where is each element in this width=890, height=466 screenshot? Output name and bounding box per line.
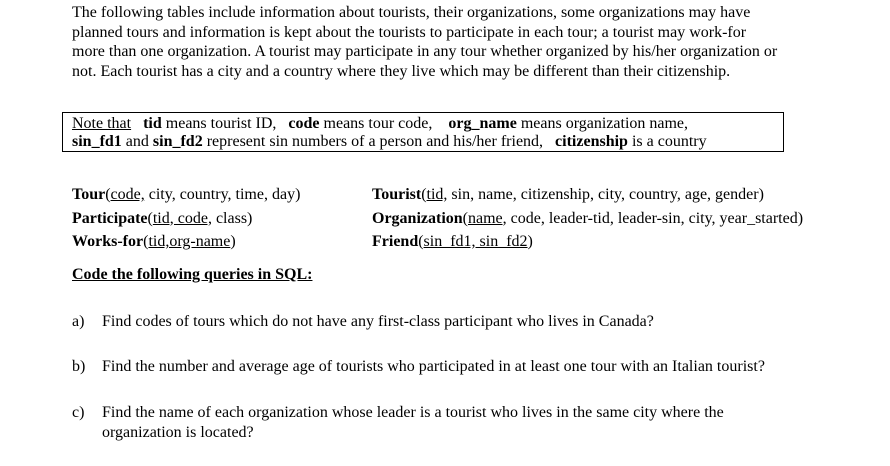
code-desc: means tour code, bbox=[319, 115, 433, 132]
schema-paren: ( bbox=[143, 233, 149, 250]
schema-tour bbox=[72, 183, 300, 207]
tid-desc: means tourist ID, bbox=[161, 115, 277, 132]
queries-heading: Code the following queries in SQL: bbox=[72, 266, 313, 283]
question-line: Find the number and average age of tourists who participated in at least one tour with an Italian tourist? bbox=[102, 358, 765, 375]
question-label: c) bbox=[72, 404, 85, 421]
schema-tourist bbox=[372, 183, 803, 207]
schema-paren: ( bbox=[105, 186, 111, 203]
schema-participate bbox=[72, 207, 300, 231]
question-line: Find codes of tours which do not have any first-class participant who lives in Canada? bbox=[102, 313, 654, 330]
schema-organization bbox=[372, 207, 803, 231]
schema-name: Participate bbox=[72, 209, 148, 227]
schema-paren: ( bbox=[147, 209, 153, 227]
note-that-label: Note that bbox=[72, 115, 132, 132]
sin-fd2-term: sin_fd2 bbox=[152, 133, 203, 150]
code-term: code bbox=[288, 115, 320, 132]
schema-right-column bbox=[372, 183, 803, 254]
schema-name: Organization bbox=[372, 209, 463, 227]
schema-name: Tourist bbox=[372, 186, 422, 203]
schema-attrs: sin, name, citizenship, city, country, age, gender) bbox=[447, 186, 764, 203]
citizenship-term: citizenship bbox=[555, 133, 628, 150]
note-box bbox=[62, 112, 784, 152]
org-name-term: org_name bbox=[448, 115, 517, 132]
question-label: a) bbox=[72, 313, 85, 330]
schema-key: sin_fd1, sin_fd2 bbox=[423, 233, 528, 250]
schema-friend bbox=[372, 230, 803, 254]
schema-name: Tour bbox=[72, 186, 106, 203]
note-row-1 bbox=[72, 115, 783, 133]
schema-attrs: city, country, time, day) bbox=[144, 186, 301, 203]
intro-line: planned tours and information is kept about the tourists to participate in each tour; a tourist may work-for bbox=[72, 23, 747, 41]
schema-attrs: ) bbox=[527, 233, 533, 250]
schema-works-for bbox=[72, 230, 300, 254]
question-label: b) bbox=[72, 358, 86, 375]
schema-left-column bbox=[72, 183, 300, 254]
schema-name: Works-for bbox=[72, 233, 144, 250]
sin-desc: represent sin numbers of a person and his/her friend, bbox=[202, 133, 544, 150]
schema-attrs: code, leader-tid, leader-sin, city, year_started) bbox=[506, 209, 804, 227]
question-text bbox=[102, 403, 724, 443]
question-line: organization is located? bbox=[102, 424, 254, 441]
question-text bbox=[102, 312, 654, 332]
schema-key: name, bbox=[468, 209, 507, 227]
intro-line: more than one organization. A tourist may participate in any tour whether organized by his/her organization or bbox=[72, 43, 778, 60]
citizenship-desc: is a country bbox=[627, 133, 707, 150]
schema-attrs: class) bbox=[211, 209, 253, 227]
org-name-desc: means organization name, bbox=[516, 115, 689, 132]
schema-key: tid, code, bbox=[152, 209, 212, 227]
schema-key: tid, bbox=[426, 186, 448, 203]
sin-fd1-term: sin_fd1 bbox=[72, 133, 122, 150]
schema-name: Friend bbox=[372, 233, 419, 250]
schema-key: tid,org-name bbox=[148, 233, 231, 250]
schema-paren: ( bbox=[421, 186, 427, 203]
intro-line: The following tables include information about tourists, their organizations, some organizations may have bbox=[72, 4, 751, 21]
schema-attrs: ) bbox=[230, 233, 236, 250]
schema-key: code, bbox=[110, 186, 145, 203]
note-row-2 bbox=[72, 133, 783, 151]
question-line: Find the name of each organization whose leader is a tourist who lives in the same city where the bbox=[102, 404, 724, 421]
schema-paren: ( bbox=[418, 233, 424, 250]
intro-paragraph bbox=[72, 3, 862, 81]
schema-paren: ( bbox=[462, 209, 468, 227]
intro-line: not. Each tourist has a city and a country where they live which may be different than their citizenship. bbox=[72, 62, 731, 80]
tid-term: tid bbox=[143, 115, 162, 132]
and-text: and bbox=[121, 133, 153, 150]
question-text bbox=[102, 357, 765, 377]
